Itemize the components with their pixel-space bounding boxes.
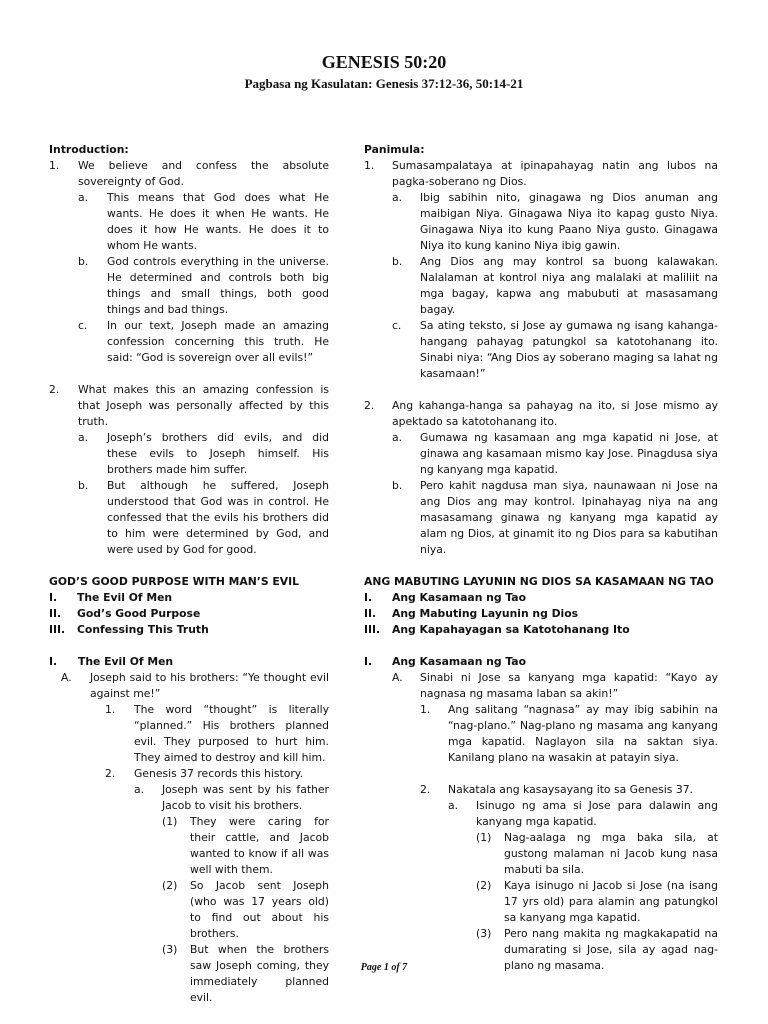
point-1c: c. In our text, Joseph made an amazing confession concerning this truth. He said: “God is sovereign over all evils!” [78, 319, 329, 364]
outline-heading: ANG MABUTING LAYUNIN NG DIOS SA KASAMAAN NG TAO [364, 575, 714, 588]
point-2a: a. Gumawa ng kasamaan ang mga kapatid ni Jose, at ginawa ang kasamaan mismo kay Jose. Pinagdusa siya ng kanyang mga kapatid. [392, 431, 718, 476]
point-1-A-2-a-2: (2) Kaya isinugo ni Jacob si Jose (na isang 17 yrs old) para alamin ang patungkol sa kanyang mga kapatid. [476, 879, 718, 924]
point-1-A-2-a-3: (3) But when the brothers saw Joseph coming, they immediately planned evil. [162, 943, 329, 1004]
point-1-A: A. Sinabi ni Jose sa kanyang mga kapatid: “Kayo ay nagnasa ng masama laban sa akin!” [392, 671, 718, 700]
outline-item: I. Ang Kasamaan ng Tao [364, 591, 527, 604]
outline-item: I. The Evil Of Men [49, 591, 173, 604]
section-1-heading: I. The Evil Of Men [49, 655, 174, 668]
outline-item: II. Ang Mabuting Layunin ng Dios [364, 607, 579, 620]
point-1-A-2: 2. Nakatala ang kasaysayang ito sa Genesis 37. [420, 783, 693, 796]
section-1-heading: I. Ang Kasamaan ng Tao [364, 655, 527, 668]
point-1-A-1: 1. The word “thought” is literally “planned.” His brothers planned evil. They purposed to hurt him. They aimed to destroy and kill him. [105, 703, 329, 764]
point-1-A-2-a-3: (3) Pero nang makita ng magkakapatid na dumarating si Jose, sila ay agad nag-plano ng masama. [476, 927, 718, 972]
point-1: 1. We believe and confess the absolute sovereignty of God. [49, 159, 329, 188]
outline-item: II. God’s Good Purpose [49, 607, 201, 620]
point-1-A-2-a-1: (1) Nag-aalaga ng mga baka sila, at gustong malaman ni Jacob kung nasa mabuti ba sila. [476, 831, 718, 876]
point-1-A-2: 2. Genesis 37 records this history. [105, 767, 304, 780]
intro-heading: Panimula: [364, 143, 425, 156]
point-1c: c. Sa ating teksto, si Jose ay gumawa ng isang kahanga-hangang pahayag patungkol sa katotohanang ito. Sinabi niya: “Ang Dios ay soberano maging sa lahat ng kasamaan!” [392, 319, 718, 380]
point-1-A-2-a-2: (2) So Jacob sent Joseph (who was 17 years old) to find out about his brothers. [162, 879, 329, 940]
point-1-A-2-a: a. Joseph was sent by his father Jacob to visit his brothers. [134, 783, 329, 812]
page-number: Page 1 of 7 [360, 962, 408, 973]
point-2: 2. Ang kahanga-hanga sa pahayag na ito, si Jose mismo ay apektado sa katotohanang ito. [364, 399, 718, 428]
english-column [49, 142, 329, 1006]
outline-item: III. Ang Kapahayagan sa Katotohanang Ito [364, 623, 630, 636]
point-1a: a. This means that God does what He wants. He does it when He wants. He does it how He wants. He does it to whom He wants. [78, 191, 329, 252]
point-1-A-1: 1. Ang salitang “nagnasa” ay may ibig sabihin na “nag-plano.” Nag-plano ng masama ang kanyang mga kapatid. Naglayon sila na saktan siya. Kanilang plano na wasakin at patayin siya. [420, 703, 718, 764]
point-1: 1. Sumasampalataya at ipinapahayag natin ang lubos na pagka-soberano ng Dios. [364, 159, 718, 188]
tagalog-column [364, 142, 718, 974]
point-2b: b. Pero kahit nagdusa man siya, naunawaan ni Jose na ang Dios ang may kontrol. Ipinahayag niya na ang masasamang ginawa ng kanyang mga kapatid ay alam ng Dios, at ginamit ito ng Dios para sa kabutihan niya. [392, 479, 718, 556]
page-title: GENESIS 50:20 [321, 52, 447, 72]
point-1a: a. Ibig sabihin nito, ginagawa ng Dios anuman ang maibigan Niya. Ginagawa Niya ito kapag gusto Niya. Ginagawa Niya ito kung Paano Niya gusto. Ginagawa Niya ito kung kanino Niya ibig gawin. [392, 191, 718, 252]
page-subtitle: Pagbasa ng Kasulatan: Genesis 37:12-36, 50:14-21 [244, 76, 524, 91]
point-1-A-2-a-1: (1) They were caring for their cattle, and Jacob wanted to know if all was well with them. [162, 815, 329, 876]
point-2: 2. What makes this an amazing confession is that Joseph was personally affected by this truth. [49, 383, 329, 428]
point-1b: b. God controls everything in the universe. He determined and controls both big things and small things, both good things and bad things. [78, 255, 329, 316]
point-1b: b. Ang Dios ang may kontrol sa buong kalawakan. Nalalaman at kontrol niya ang malalaki at maliliit na mga bagay, kapwa ang mabubuti at masasamang bagay. [392, 255, 718, 316]
outline-heading: GOD’S GOOD PURPOSE WITH MAN’S EVIL [49, 575, 300, 588]
point-2a: a. Joseph’s brothers did evils, and did these evils to Joseph himself. His brothers made him suffer. [78, 431, 329, 476]
point-1-A-2-a: a. Isinugo ng ama si Jose para dalawin ang kanyang mga kapatid. [448, 799, 718, 828]
outline-item: III. Confessing This Truth [49, 623, 209, 636]
point-1-A: A. Joseph said to his brothers: “Ye thought evil against me!” [61, 671, 329, 700]
intro-heading: Introduction: [49, 143, 129, 156]
point-2b: b. But although he suffered, Joseph understood that God was in control. He confessed that the evils his brothers did to him were determined by God, and were used by God for good. [78, 479, 329, 556]
